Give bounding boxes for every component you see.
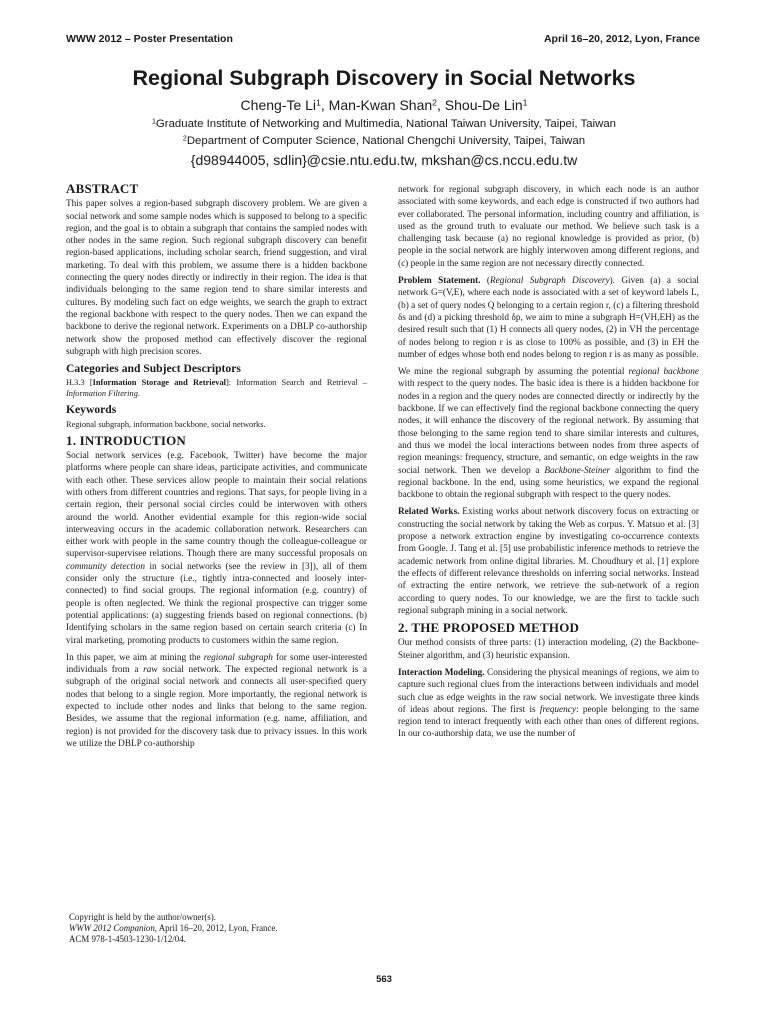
intro-text: in social networks (see the review in [3]), all of them consider only the structure (i.e., tightly intra-connected and loosely inter-connected) to find social groups. The regional information (e.g. country) of people is often neglected. We think the regional prospective can trigger some potential applications: (a) suggesting friends based on regional connections. (b) Identifying scholars in the same region based on certain search criteria (c) In viral marketing, promoting products to customers within the same region. (66, 561, 367, 646)
related-works (398, 506, 699, 617)
intro-emphasis: regional subgraph (203, 652, 273, 663)
header-left: WWW 2012 – Poster Presentation (66, 33, 233, 45)
author-name: Shou-De Lin (444, 97, 523, 113)
paper-title: Regional Subgraph Discovery in Social Networks (132, 66, 636, 90)
run-in-heading: Problem Statement. (398, 276, 481, 287)
copyright-venue-name: WWW 2012 Companion (69, 923, 155, 934)
affiliation-2 (0, 135, 768, 147)
problem-name: Regional Subgraph Discovery (489, 276, 610, 287)
body-text: with respect to the query nodes. The basic idea is there is a hidden backbone for nodes in a region and the query nodes are connected directly or indirectly by the backbone. If we can effectively find the regional backbone connecting the query nodes, it will enhance the discovery of the regional network. By assuming that those belonging to the same region tend to share similar interests and cultures, and thus we model the local interactions between nodes from three aspects of region meanings: frequency, structure, and semantic, on edge weights in the raw social network. Then we develop a (398, 379, 699, 476)
method-heading: 2. THE PROPOSED METHOD (398, 620, 580, 636)
introduction-heading: 1. INTRODUCTION (66, 432, 187, 448)
body-emphasis: Backbone-Steiner (544, 465, 611, 476)
copyright-line: Copyright is held by the author/owner(s). (69, 912, 216, 922)
author-emails: {d98944005, sdlin}@csie.ntu.edu.tw, mkshan@cs.nccu.edu.tw (190, 152, 578, 168)
affiliation-1 (0, 118, 768, 130)
related-works-text: Existing works about network discovery focus on extracting or constructing the social network by taking the Web as corpus. Y. Matsuo et al. [3] propose a network extraction engine by investigating co-occurrence contexts from Google. J. Tang et al. [5] use probabilistic inference methods to retrieve the academic network from online digital libraries. M. Choudhury et al. [1] explore the effects of different relevance thresholds on inferring social networks. Instead of extracting the entire network, we retrieve the sub-network of a region according to query nodes. To our knowledge, we are the first to tackle such regional subgraph mining in a social network. (398, 507, 699, 616)
body-text: algorithm to find the regional backbone. In the end, using some heuristics, we expand the regional backbone to obtain the regional subgraph with respect to the query nodes. (398, 465, 699, 501)
run-in-heading: Related Works. (398, 507, 460, 518)
interaction-modeling (398, 667, 699, 741)
category-end: . (137, 389, 140, 399)
copyright-isbn: ACM 978-1-4503-1230-1/12/04. (69, 934, 186, 945)
author-affiliation-mark: 1 (316, 97, 321, 108)
intro-paragraph-2 (66, 652, 367, 750)
affiliation-mark: 1 (152, 118, 156, 126)
keywords-heading: Keywords (66, 403, 117, 417)
affiliation-text: Department of Computer Science, National Chengchi University, Taipei, Taiwan (186, 135, 586, 147)
intro-text: In this paper, we aim at mining the (66, 652, 204, 663)
affiliation-text: Graduate Institute of Networking and Multimedia, National Taiwan University, Taipei, Taiwan (155, 118, 616, 130)
abstract-text: This paper solves a region-based subgraph discovery problem. We are given a social network and some sample nodes which is supposed to belong to a specific region, and the goal is to obtain a subgraph that contains the sampled nodes with other nodes in the same region. Such regional subgraph discovery can benefit region-based applications, including scholar search, friend suggestion, and viral marketing. To deal with this problem, we assume there is a hidden backbone connecting the query nodes directly or indirectly in their region. The idea is that individuals belonging to the same region tend to share similar interests and cultures. By modeling such fact on edge weights, we search the graph to extract the regional backbone with respect to the query nodes. Then we can expand the backbone to derive the regional network. Experiments on a DBLP co-authorship network show the proposed method can effectively discover the regional subgraph with high precision scores. (66, 199, 367, 357)
right-column (398, 184, 699, 746)
problem-statement: Problem Statement. (Regional Subgraph Discovery). Given (a) a social network G=(V,E), where each node is associated with a set of keyword labels L, (b) a set of query nodes Q belonging to a certain region r, (c) a filtering threshold δs and (d) a picking threshold δp, we aim to mine a subgraph H=(VH,EH) as the desired result such that (1) H connects all query nodes, (2) in VH the percentage of nodes belong to region r is as close to 100% as possible, and (3) in EH the number of edges whose both end nodes belong to region r is as many as possible. (398, 276, 699, 360)
keywords-text: Regional subgraph, information backbone, social networks. (66, 419, 266, 429)
header-right: April 16–20, 2012, Lyon, France (543, 33, 700, 45)
abstract-heading: ABSTRACT (66, 181, 139, 196)
intro-text: social network. The expected regional network is a subgraph of the original social network and connects all user-specified query nodes that belong to a single region. More importantly, the regional network is expected to include other nodes and links that belong to the same region. Besides, we assume that the regional information (e.g. name, affiliation, and region) is not provided for the discovery task due to privacy issues. In this work we utilize the DBLP co-authorship (66, 665, 367, 749)
author-name: Cheng-Te Li (240, 97, 317, 113)
category-code: H.3.3 [ (66, 378, 93, 388)
body-text: We mine the regional subgraph by assuming the potential (398, 367, 629, 378)
body-text: Considering the physical meanings of regions, we aim to capture such regional clues from the interactions between individuals and model such clue as edge weights in the raw social network. We investigate three kinds of ideas about regions. The first is (398, 667, 700, 715)
affiliation-mark: 2 (182, 135, 187, 143)
category-rest: ]: Information Search and Retrieval – (226, 378, 367, 388)
page-number: 563 (376, 974, 392, 985)
body-emphasis: frequency (539, 704, 576, 715)
author-list (0, 97, 768, 113)
copyright-venue-details: , April 16–20, 2012, Lyon, France. (154, 923, 278, 934)
running-header (66, 33, 700, 47)
author-separator: , (437, 97, 445, 113)
body-text: : people belonging to the same region tend to interact frequently with each other than ones of different regions. In our co-authorship data, we use the number of (398, 704, 699, 740)
problem-text: Given (a) a social network G=(V,E), where each node is associated with a set of keyword labels L, (b) a set of query nodes Q belonging to a certain region r, (c) a filtering threshold δs and (d) a picking threshold δp, we aim to mine a subgraph H=(VH,EH) as the desired result such that (1) H connects all query nodes, (2) in VH the percentage of nodes belong to region r is as close to 100% as possible, and (3) in EH the number of edges whose both end nodes belong to region r is as many as possible. (398, 276, 699, 360)
intro-emphasis: community detection (66, 561, 145, 572)
method-parts: Our method consists of three parts: (1) interaction modeling, (2) the Backbone-Steiner algorithm, and (3) heuristic expansion. (398, 638, 699, 661)
category-italic: Information Filtering (66, 389, 138, 399)
run-in-heading: Interaction Modeling. (398, 667, 485, 678)
copyright-venue (69, 923, 369, 934)
author-name: Man-Kwan Shan (328, 97, 433, 113)
method-overview (398, 366, 699, 501)
intro-continued: network for regional subgraph discovery, in which each node is an author associated with some keywords, and each edge is constructed if two authors had ever collaborated. The personal information, including country and affiliation, is used as the ground truth to evaluate our method. We believe such task is a challenging task because (a) no regional knowledge is provided as prior, (b) people in the social network are highly interwoven among different regions, and (c) people in the same region are not necessary directly connected. (398, 185, 699, 269)
copyright-notice (69, 912, 369, 946)
author-affiliation-mark: 1 (522, 97, 528, 108)
author-separator: , (320, 97, 329, 113)
left-column (66, 183, 367, 755)
category-bold: Information Storage and Retrieval (92, 378, 226, 388)
author-affiliation-mark: 2 (432, 97, 437, 108)
intro-text: Social network services (e.g. Facebook, Twitter) have become the major platforms where people can share ideas, participate activities, and communicate with each other. These services allow people to maintain their social relations with others from different countries and regions. That says, for people living in a certain region, their personal social circles could be interwoven with others around the world. Another evidential example for this region-wide social interweaving occurs in the academic collaboration network. Researchers can either work with people in the same country though the colleague-colleague or supervisor-supervisee relations. Though there are many successful proposals on (66, 451, 367, 560)
intro-emphasis: raw (143, 665, 158, 676)
intro-text: for some user-interested individuals from a (66, 652, 367, 676)
categories-heading: Categories and Subject Descriptors (66, 362, 241, 376)
body-emphasis: regional backbone (628, 367, 699, 378)
categories-text (66, 377, 367, 399)
intro-paragraph-1 (66, 450, 367, 647)
